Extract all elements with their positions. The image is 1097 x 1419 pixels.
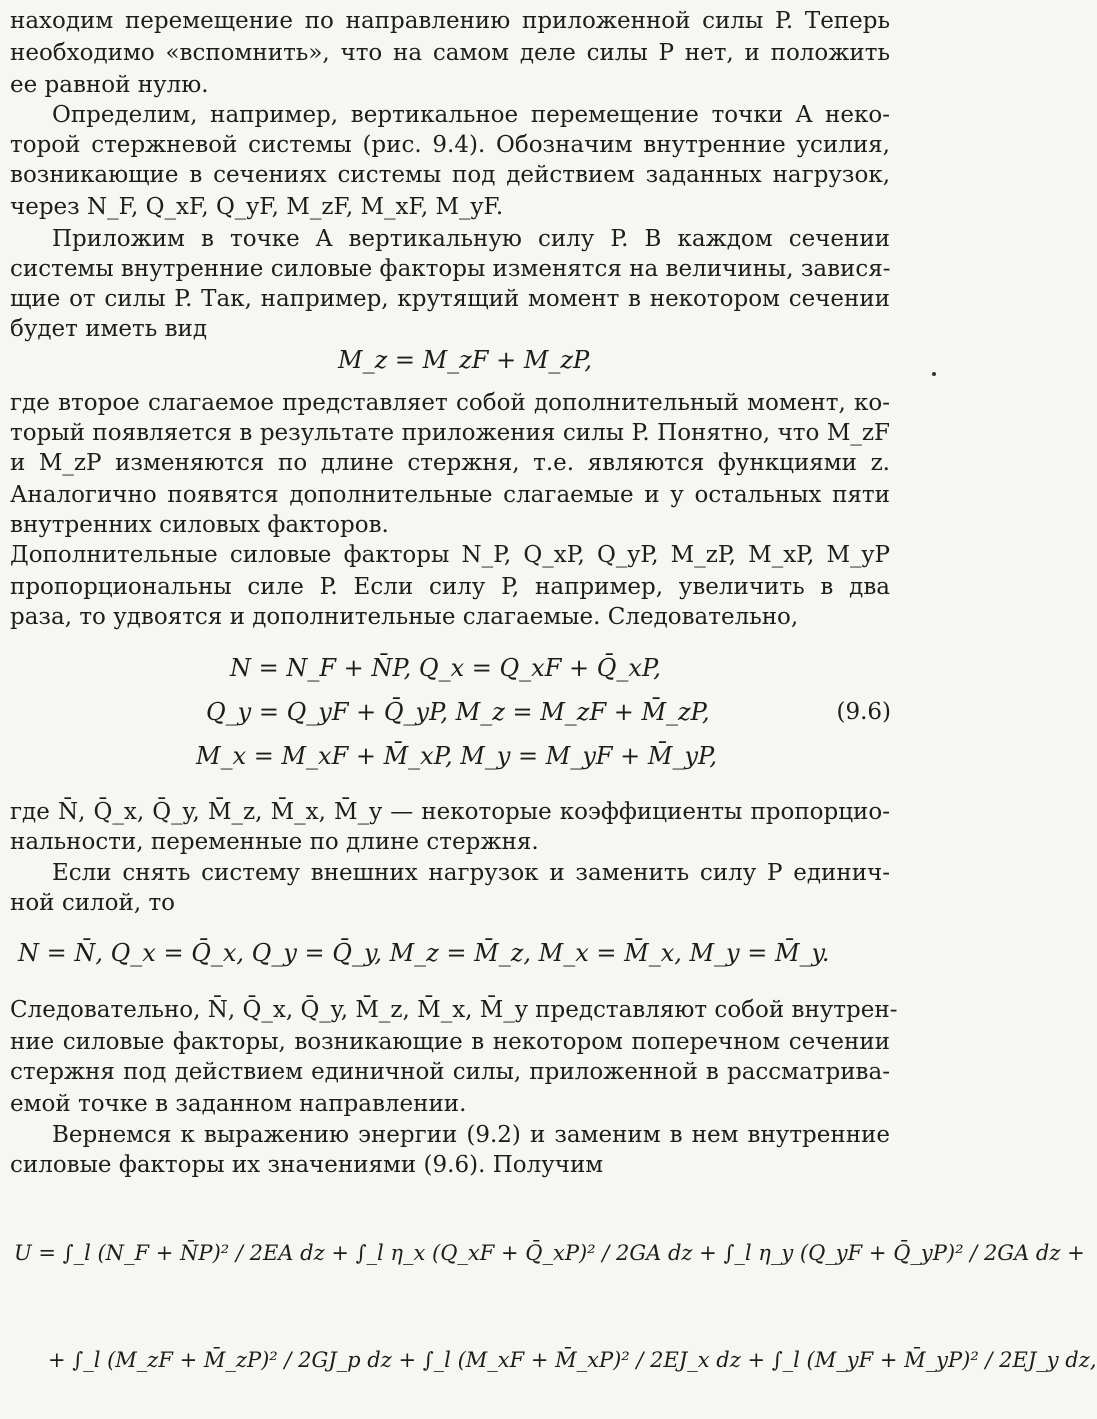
equation-unit-force: N = N̄, Q_x = Q̄_x, Q_y = Q̄_y, M_z = M̄_z, M_x = M̄_x, M_y = M̄_y.	[18, 939, 830, 967]
equation-96-row3: M_x = M_xF + M̄_xP, M_y = M_yF + M̄_yP,	[196, 742, 717, 770]
text-line-03: ее равной нулю.	[10, 72, 209, 98]
text-line-15: Аналогично появятся дополнительные слагаемые и у остальных пяти	[10, 482, 890, 508]
text-line-09: системы внутренние силовые факторы изменятся на величины, завися-	[10, 256, 891, 282]
text-line-05: торой стержневой системы (рис. 9.4). Обозначим внутренние усилия,	[10, 132, 890, 158]
text-line-08: Приложим в точке A вертикальную силу P. В каждом сечении	[52, 226, 890, 252]
equation-96-row2: Q_y = Q_yF + Q̄_yP, M_z = M_zF + M̄_zP,	[206, 698, 710, 726]
text-line-23: ной силой, то	[10, 890, 176, 916]
text-line-02: необходимо «вспомнить», что на самом деле силы P нет, и положить	[10, 40, 890, 66]
text-line-07: через N_F, Q_xF, Q_yF, M_zF, M_xF, M_yF.	[10, 194, 504, 220]
text-line-04: Определим, например, вертикальное перемещение точки A неко-	[52, 102, 890, 128]
text-line-10: щие от силы P. Так, например, крутящий момент в некотором сечении	[10, 286, 890, 312]
text-line-21: нальности, переменные по длине стержня.	[10, 829, 539, 855]
text-line-29: силовые факторы их значениями (9.6). Получим	[10, 1152, 604, 1178]
equation-96-row1: N = N_F + N̄P, Q_x = Q_xF + Q̄_xP,	[230, 654, 661, 682]
text-line-17: Дополнительные силовые факторы N_P, Q_xP, Q_yP, M_zP, M_xP, M_yP	[10, 542, 890, 568]
text-line-14: и M_zP изменяются по длине стержня, т.е. являются функциями z.	[10, 450, 890, 476]
text-line-12: где второе слагаемое представляет собой дополнительный момент, ко-	[10, 390, 890, 416]
text-line-28: Вернемся к выражению энергии (9.2) и заменим в нем внутренние	[52, 1122, 890, 1148]
text-line-26: стержня под действием единичной силы, приложенной в рассматрива-	[10, 1059, 890, 1085]
energy-equation-row1: U = ∫_l (N_F + N̄P)² / 2EA dz + ∫_l η_x (Q_xF + Q̄_xP)² / 2GA dz + ∫_l η_y (Q_yF + Q̄_yP)² / 2GA dz +	[14, 1241, 1085, 1265]
text-line-24: Следовательно, N̄, Q̄_x, Q̄_y, M̄_z, M̄_x, M̄_y представляют собой внутрен-	[10, 997, 898, 1023]
text-line-27: емой точке в заданном направлении.	[10, 1091, 467, 1117]
text-line-25: ние силовые факторы, возникающие в некотором поперечном сечении	[10, 1029, 890, 1055]
text-line-06: возникающие в сечениях системы под действием заданных нагрузок,	[10, 162, 890, 188]
text-line-11: будет иметь вид	[10, 316, 208, 342]
text-line-13: торый появляется в результате приложения силы P. Понятно, что M_zF	[10, 420, 890, 446]
text-line-19: раза, то удвоятся и дополнительные слагаемые. Следовательно,	[10, 604, 799, 630]
text-line-01: находим перемещение по направлению приложенной силы P. Теперь	[10, 8, 890, 34]
energy-equation-row2: + ∫_l (M_zF + M̄_zP)² / 2GJ_p dz + ∫_l (M_xF + M̄_xP)² / 2EJ_x dz + ∫_l (M_yF + M̄_yP)² / 2EJ_y dz,	[48, 1348, 1097, 1372]
text-line-18: пропорциональны силе P. Если силу P, например, увеличить в два	[10, 574, 890, 600]
scan-dot	[932, 372, 936, 376]
text-line-22: Если снять систему внешних нагрузок и заменить силу P единич-	[52, 860, 890, 886]
equation-number: (9.6)	[836, 699, 891, 725]
text-line-20: где N̄, Q̄_x, Q̄_y, M̄_z, M̄_x, M̄_y — некоторые коэффициенты пропорцио-	[10, 799, 890, 825]
text-line-16: внутренних силовых факторов.	[10, 512, 389, 538]
equation-mz: M_z = M_zF + M_zP,	[338, 346, 592, 374]
